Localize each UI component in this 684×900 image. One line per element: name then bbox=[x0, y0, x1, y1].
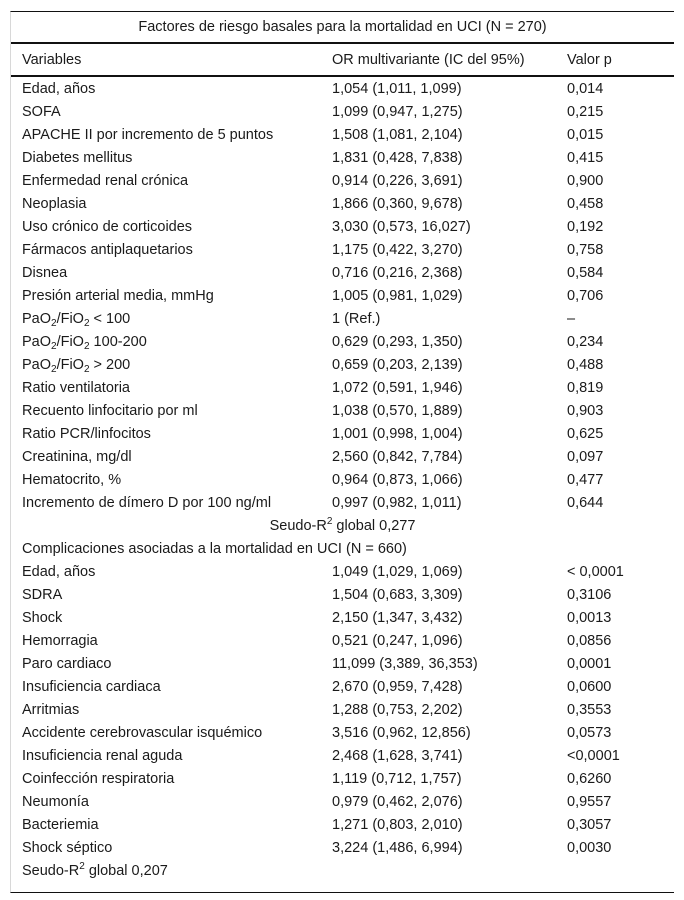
cell-variable: APACHE II por incremento de 5 puntos bbox=[22, 126, 274, 143]
table-row bbox=[11, 399, 674, 422]
cell-or: 3,516 (0,962, 12,856) bbox=[332, 724, 471, 741]
table-caption bbox=[11, 12, 674, 44]
cell-p: 0,0856 bbox=[567, 632, 612, 649]
cell-or: 0,659 (0,203, 2,139) bbox=[332, 356, 463, 373]
table-row bbox=[11, 146, 674, 169]
r2-sup: 2 bbox=[79, 860, 85, 872]
text: PaO bbox=[22, 310, 52, 327]
cell-p: <0,0001 bbox=[567, 747, 620, 764]
cell-or: 1,831 (0,428, 7,838) bbox=[332, 149, 463, 166]
cell-or: 2,150 (1,347, 3,432) bbox=[332, 609, 463, 626]
r2-suffix: global 0,277 bbox=[332, 517, 416, 534]
cell-p: 0,015 bbox=[567, 126, 604, 143]
table-row bbox=[11, 836, 674, 859]
cell-variable: SOFA bbox=[22, 103, 61, 120]
table-row bbox=[11, 583, 674, 606]
cell-or: 1,099 (0,947, 1,275) bbox=[332, 103, 463, 120]
table-row bbox=[11, 652, 674, 675]
cell-p: 0,477 bbox=[567, 471, 604, 488]
cell-p: 0,758 bbox=[567, 241, 604, 258]
text: > 200 bbox=[89, 356, 131, 373]
cell-variable: Presión arterial media, mmHg bbox=[22, 287, 214, 304]
caption-text: Factores de riesgo basales para la mortalidad en UCI (N = 270) bbox=[138, 19, 547, 35]
cell-variable: Ratio ventilatoria bbox=[22, 379, 130, 396]
cell-or: 1,288 (0,753, 2,202) bbox=[332, 701, 463, 718]
cell-p: 0,3057 bbox=[567, 816, 612, 833]
cell-p: 0,584 bbox=[567, 264, 604, 281]
cell-or: 1,054 (1,011, 1,099) bbox=[332, 80, 462, 97]
table-row bbox=[11, 123, 674, 146]
r2-sup: 2 bbox=[326, 515, 333, 527]
table-row bbox=[11, 698, 674, 721]
cell-p: – bbox=[567, 310, 576, 327]
table-row bbox=[11, 560, 674, 583]
bottom-padding bbox=[11, 882, 674, 892]
r2-suffix: global 0,207 bbox=[84, 862, 168, 879]
cell-or: 0,914 (0,226, 3,691) bbox=[332, 172, 463, 189]
cell-variable: Recuento linfocitario por ml bbox=[22, 402, 198, 419]
cell-or: 1,271 (0,803, 2,010) bbox=[332, 816, 463, 833]
cell-or: 0,716 (0,216, 2,368) bbox=[332, 264, 463, 281]
cell-p: 0,3106 bbox=[567, 586, 612, 603]
subscript: 2 bbox=[51, 363, 57, 375]
header-variables: Variables bbox=[22, 51, 82, 68]
cell-variable bbox=[11, 311, 332, 327]
cell-p: 0,644 bbox=[567, 494, 604, 511]
cell-or: 0,964 (0,873, 1,066) bbox=[332, 471, 463, 488]
cell-variable: Disnea bbox=[22, 264, 68, 281]
cell-p: 0,6260 bbox=[567, 770, 612, 787]
table-row bbox=[11, 422, 674, 445]
cell-p: 0,097 bbox=[567, 448, 604, 465]
cell-or: 0,629 (0,293, 1,350) bbox=[332, 333, 463, 350]
header-or: OR multivariante (IC del 95%) bbox=[332, 51, 525, 68]
table-row bbox=[11, 606, 674, 629]
cell-variable: Ratio PCR/linfocitos bbox=[22, 425, 151, 442]
cell-p: 0,625 bbox=[567, 425, 604, 442]
results-table bbox=[10, 11, 674, 893]
cell-p: 0,0600 bbox=[567, 678, 612, 695]
cell-p: 0,819 bbox=[567, 379, 604, 396]
text: 100-200 bbox=[89, 333, 147, 350]
section2-title: Complicaciones asociadas a la mortalidad en UCI (N = 660) bbox=[22, 540, 407, 557]
cell-variable: Insuficiencia cardiaca bbox=[22, 678, 161, 695]
r2-prefix: Seudo-R bbox=[269, 517, 327, 534]
cell-variable bbox=[11, 357, 332, 373]
cell-variable: Arritmias bbox=[22, 701, 80, 718]
table-row bbox=[11, 629, 674, 652]
table-row bbox=[11, 675, 674, 698]
cell-variable: Edad, años bbox=[22, 563, 96, 580]
cell-or: 1,866 (0,360, 9,678) bbox=[332, 195, 463, 212]
cell-or: 2,468 (1,628, 3,741) bbox=[332, 747, 463, 764]
table-row bbox=[11, 307, 674, 330]
cell-or: 0,997 (0,982, 1,011) bbox=[332, 494, 462, 511]
text: /FiO bbox=[56, 310, 84, 327]
header-p: Valor p bbox=[567, 51, 612, 68]
cell-variable: Accidente cerebrovascular isquémico bbox=[22, 724, 263, 741]
section2-title-row bbox=[11, 537, 674, 560]
text: < 100 bbox=[89, 310, 131, 327]
cell-or: 0,979 (0,462, 2,076) bbox=[332, 793, 463, 810]
cell-or: 1,072 (0,591, 1,946) bbox=[332, 379, 463, 396]
cell-or: 11,099 (3,389, 36,353) bbox=[332, 655, 478, 672]
cell-p: 0,192 bbox=[567, 218, 604, 235]
cell-p: 0,903 bbox=[567, 402, 604, 419]
table-row bbox=[11, 238, 674, 261]
cell-or: 2,560 (0,842, 7,784) bbox=[332, 448, 463, 465]
cell-or: 1,508 (1,081, 2,104) bbox=[332, 126, 463, 143]
table-header-row bbox=[11, 44, 674, 77]
cell-p: < 0,0001 bbox=[567, 563, 624, 580]
cell-variable: Edad, años bbox=[22, 80, 96, 97]
table-row bbox=[11, 376, 674, 399]
table-row bbox=[11, 468, 674, 491]
section1-pseudo-r2 bbox=[11, 515, 674, 534]
text: PaO bbox=[22, 356, 52, 373]
cell-p: 0,3553 bbox=[567, 701, 612, 718]
table-row bbox=[11, 192, 674, 215]
cell-p: 0,215 bbox=[567, 103, 604, 120]
r2-prefix: Seudo-R bbox=[22, 862, 80, 879]
cell-variable: Fármacos antiplaquetarios bbox=[22, 241, 193, 258]
cell-p: 0,706 bbox=[567, 287, 604, 304]
table-row bbox=[11, 169, 674, 192]
cell-or: 1,038 (0,570, 1,889) bbox=[332, 402, 463, 419]
cell-or: 1,119 (0,712, 1,757) bbox=[332, 770, 462, 787]
subscript: 2 bbox=[51, 340, 57, 352]
cell-variable bbox=[11, 334, 332, 350]
cell-p: 0,488 bbox=[567, 356, 604, 373]
section2-pseudo-r2-row bbox=[11, 859, 674, 882]
cell-variable: Neumonía bbox=[22, 793, 89, 810]
table-row bbox=[11, 284, 674, 307]
cell-or: 3,224 (1,486, 6,994) bbox=[332, 839, 463, 856]
cell-or: 1,504 (0,683, 3,309) bbox=[332, 586, 463, 603]
cell-variable: Paro cardiaco bbox=[22, 655, 112, 672]
cell-or: 2,670 (0,959, 7,428) bbox=[332, 678, 463, 695]
cell-variable: Diabetes mellitus bbox=[22, 149, 133, 166]
table-row bbox=[11, 77, 674, 100]
table-row bbox=[11, 330, 674, 353]
cell-p: 0,0013 bbox=[567, 609, 612, 626]
cell-variable: SDRA bbox=[22, 586, 63, 603]
cell-p: 0,900 bbox=[567, 172, 604, 189]
cell-p: 0,234 bbox=[567, 333, 604, 350]
subscript: 2 bbox=[83, 340, 90, 352]
cell-or: 1 (Ref.) bbox=[332, 310, 381, 327]
cell-variable: Enfermedad renal crónica bbox=[22, 172, 189, 189]
section2-pseudo-r2 bbox=[11, 860, 168, 879]
cell-p: 0,0001 bbox=[567, 655, 612, 672]
text: PaO bbox=[22, 333, 52, 350]
subscript: 2 bbox=[83, 363, 90, 375]
cell-or: 1,049 (1,029, 1,069) bbox=[332, 563, 463, 580]
table-row bbox=[11, 491, 674, 514]
cell-p: 0,9557 bbox=[567, 793, 612, 810]
table-row bbox=[11, 813, 674, 836]
cell-variable: Incremento de dímero D por 100 ng/ml bbox=[22, 494, 272, 511]
table-row bbox=[11, 744, 674, 767]
text: /FiO bbox=[56, 333, 84, 350]
table-row bbox=[11, 261, 674, 284]
table-row bbox=[11, 767, 674, 790]
cell-p: 0,415 bbox=[567, 149, 604, 166]
cell-or: 1,005 (0,981, 1,029) bbox=[332, 287, 463, 304]
cell-or: 0,521 (0,247, 1,096) bbox=[332, 632, 463, 649]
cell-variable: Uso crónico de corticoides bbox=[22, 218, 193, 235]
table-row bbox=[11, 445, 674, 468]
cell-p: 0,014 bbox=[567, 80, 604, 97]
cell-variable: Bacteriemia bbox=[22, 816, 99, 833]
cell-variable: Creatinina, mg/dl bbox=[22, 448, 132, 465]
cell-variable: Shock bbox=[22, 609, 63, 626]
cell-or: 1,001 (0,998, 1,004) bbox=[332, 425, 463, 442]
subscript: 2 bbox=[51, 317, 57, 329]
section1-pseudo-r2-row bbox=[11, 514, 674, 537]
cell-or: 1,175 (0,422, 3,270) bbox=[332, 241, 463, 258]
cell-p: 0,0573 bbox=[567, 724, 612, 741]
cell-variable: Shock séptico bbox=[22, 839, 113, 856]
cell-variable: Insuficiencia renal aguda bbox=[22, 747, 183, 764]
table-row bbox=[11, 215, 674, 238]
subscript: 2 bbox=[83, 317, 90, 329]
table-row bbox=[11, 721, 674, 744]
cell-p: 0,0030 bbox=[567, 839, 612, 856]
cell-variable: Neoplasia bbox=[22, 195, 87, 212]
cell-variable: Hematocrito, % bbox=[22, 471, 122, 488]
table-row bbox=[11, 353, 674, 376]
cell-p: 0,458 bbox=[567, 195, 604, 212]
cell-variable: Hemorragia bbox=[22, 632, 98, 649]
cell-variable: Coinfección respiratoria bbox=[22, 770, 175, 787]
table-row bbox=[11, 100, 674, 123]
table-row bbox=[11, 790, 674, 813]
cell-or: 3,030 (0,573, 16,027) bbox=[332, 218, 471, 235]
text: /FiO bbox=[56, 356, 84, 373]
